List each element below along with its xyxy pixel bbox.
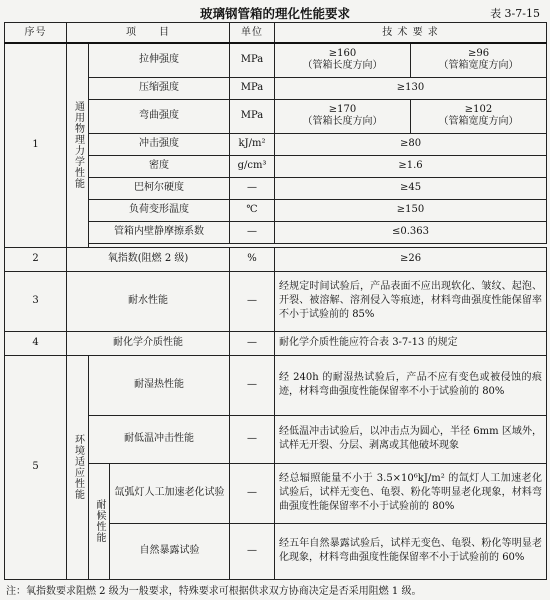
item-label: 耐水性能	[67, 271, 230, 331]
unit-cell: —	[230, 331, 275, 355]
item-label: 耐湿热性能	[89, 355, 230, 415]
item-label: 负荷变形温度	[89, 199, 230, 221]
row-number: 2	[5, 247, 67, 271]
requirement-cell: ≥150	[275, 199, 547, 221]
item-label: 压缩强度	[89, 77, 230, 99]
table-row	[5, 247, 547, 271]
table-number: 表 3-7-15	[490, 7, 540, 20]
header-item: 项 目	[67, 23, 230, 44]
item-label: 密度	[89, 155, 230, 177]
unit-cell: MPa	[230, 99, 275, 133]
item-label: 耐低温冲击性能	[89, 415, 230, 463]
unit-cell: —	[230, 523, 275, 579]
requirement-cell: 经五年自然暴露试验后，试样无变色、龟裂、粉化等明显老化现象，材料弯曲强度性能保留率不小于试验前的 60%	[275, 523, 547, 579]
unit-cell: —	[230, 177, 275, 199]
header-requirement: 技 术 要 求	[275, 23, 547, 44]
unit-cell: %	[230, 247, 275, 271]
requirement-cell: ≥160 （管箱长度方向）	[275, 43, 411, 77]
item-label: 管箱内壁静摩擦系数	[89, 221, 230, 243]
table-row	[5, 331, 547, 355]
requirement-cell: ≥26	[275, 247, 547, 271]
unit-cell: —	[230, 463, 275, 523]
properties-table	[4, 22, 547, 580]
item-label: 自然暴露试验	[110, 523, 230, 579]
group-environment: 环境适应性能	[67, 355, 89, 579]
unit-cell: ℃	[230, 199, 275, 221]
requirement-cell: ≥96 （管箱宽度方向）	[411, 43, 547, 77]
requirement-cell: ≥1.6	[275, 155, 547, 177]
group-general: 通用物理力学性能	[67, 43, 89, 247]
table-note: 注：氧指数要求阻燃 2 级为一般要求，特殊要求可根据供求双方协商决定是否采用阻燃 1 级。	[6, 586, 422, 597]
table-row	[5, 43, 547, 77]
item-label: 巴柯尔硬度	[89, 177, 230, 199]
requirement-cell: ≥45	[275, 177, 547, 199]
unit-cell: —	[230, 415, 275, 463]
row-number: 1	[5, 43, 67, 247]
unit-cell: MPa	[230, 77, 275, 99]
requirement-cell: 经低温冲击试验后，以冲击点为圆心，半径 6mm 区域外，试样无开裂、分层、剥离或其他破坏现象	[275, 415, 547, 463]
requirement-cell: 经规定时间试验后，产品表面不应出现软化、皱纹、起泡、开裂、被溶解、溶剂侵入等痕迹，材料弯曲强度性能保留率不小于试验前的 85%	[275, 271, 547, 331]
requirement-cell: ≥80	[275, 133, 547, 155]
item-label: 弯曲强度	[89, 99, 230, 133]
item-label: 冲击强度	[89, 133, 230, 155]
table-title: 玻璃钢管箱的理化性能要求	[199, 6, 350, 21]
requirement-cell: 经 240h 的耐湿热试验后，产品不应有变色或被侵蚀的痕迹，材料弯曲强度性能保留率不小于试验前的 80%	[275, 355, 547, 415]
header-row	[5, 23, 547, 44]
item-label: 拉伸强度	[89, 43, 230, 77]
row-number: 3	[5, 271, 67, 331]
unit-cell: MPa	[230, 43, 275, 77]
unit-cell: —	[230, 355, 275, 415]
header-no: 序号	[5, 23, 67, 44]
item-label: 耐化学介质性能	[67, 331, 230, 355]
row-number: 5	[5, 355, 67, 579]
item-label: 氙弧灯人工加速老化试验	[110, 463, 230, 523]
header-unit: 单位	[230, 23, 275, 44]
requirement-cell: 经总辐照能量不小于 3.5×10⁶kJ/m² 的氙灯人工加速老化试验后，试样无变色、龟裂、粉化等明显老化现象，材料弯曲强度性能保留率不小于试验前的 80%	[275, 463, 547, 523]
table-row	[5, 355, 547, 415]
unit-cell: g/cm³	[230, 155, 275, 177]
requirement-cell: ≥102 （管箱宽度方向）	[411, 99, 547, 133]
requirement-cell: ≤0.363	[275, 221, 547, 243]
requirement-cell: ≥130	[275, 77, 547, 99]
unit-cell: —	[230, 221, 275, 243]
table-row	[5, 271, 547, 331]
group-weathering: 耐候性能	[89, 463, 110, 579]
unit-cell: kJ/m²	[230, 133, 275, 155]
requirement-cell: ≥170 （管箱长度方向）	[275, 99, 411, 133]
item-label: 氧指数(阻燃 2 级)	[67, 247, 230, 271]
requirement-cell: 耐化学介质性能应符合表 3-7-13 的规定	[275, 331, 547, 355]
unit-cell: —	[230, 271, 275, 331]
row-number: 4	[5, 331, 67, 355]
